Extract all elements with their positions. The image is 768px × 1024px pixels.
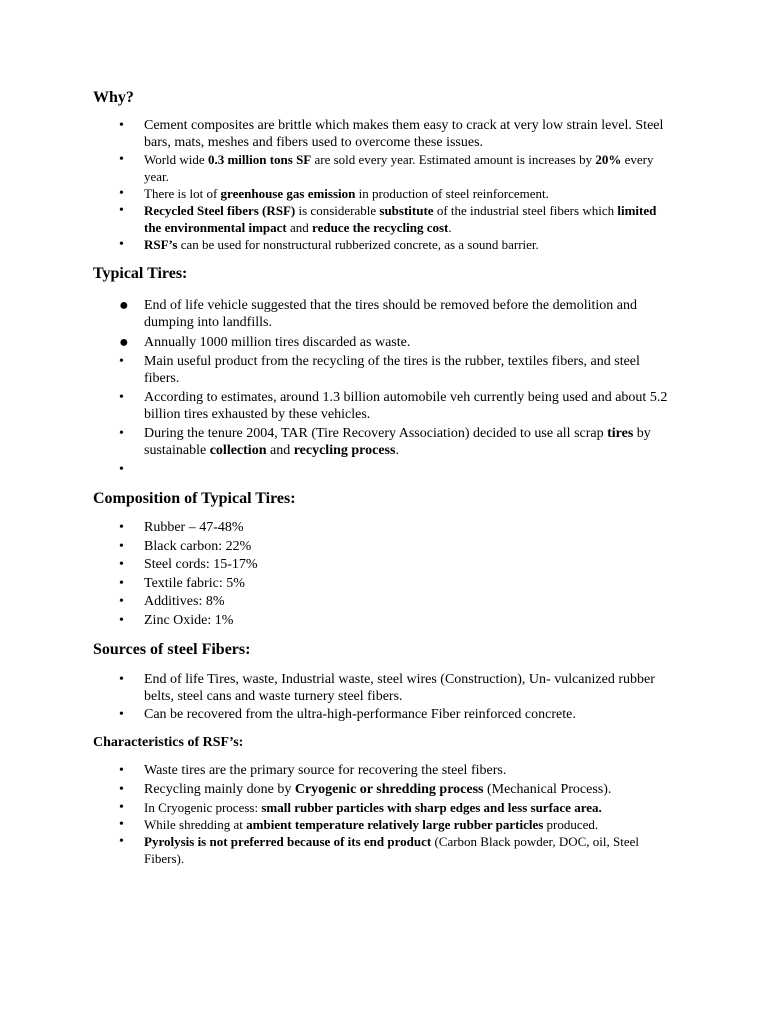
bold-run: substitute (379, 203, 434, 218)
bullet-icon: • (119, 762, 124, 778)
list-item-text (144, 118, 663, 150)
heading-composition: Composition of Typical Tires: (93, 490, 296, 507)
bullet-icon: • (119, 612, 124, 628)
list-item-text (144, 354, 640, 386)
bullet-icon: • (119, 538, 124, 554)
bullet-icon: • (119, 426, 124, 441)
list-item (93, 334, 668, 351)
list-item (93, 762, 668, 779)
bold-run: reduce the recycling cost (312, 220, 449, 235)
bullet-icon: • (119, 118, 124, 133)
text-run: . (448, 220, 452, 235)
text-run: Main useful product from the recycling of the tires is the rubber, textiles fibers, and steel fibers. (144, 354, 640, 386)
text-run: in production of steel reinforcement. (355, 186, 549, 201)
bold-run: Recycled Steel fibers (RSF) (144, 203, 296, 218)
bold-run: RSF’s (144, 237, 178, 252)
bold-run: Pyrolysis is not preferred because of its end product (144, 833, 432, 849)
bullet-icon: • (119, 799, 124, 815)
bullet-icon: • (119, 594, 124, 609)
text-run: End of life Tires, waste, Industrial waste, steel wires (Construction), Un- vulcanized rubber belts, steel cans and waste turnery steel fibers. (144, 671, 655, 704)
list-composition (93, 519, 668, 629)
list-item-text (144, 539, 251, 554)
list-item (93, 671, 668, 705)
bullet-icon: • (119, 706, 124, 722)
list-item-text (144, 462, 148, 477)
bold-run: ambient temperature relatively large rubber particles (246, 816, 544, 832)
list-characteristics (93, 762, 668, 867)
list-item (93, 519, 668, 536)
heading-why: Why? (93, 89, 134, 106)
bullet-icon: ● (119, 334, 129, 351)
list-item-text (144, 613, 233, 628)
bullet-icon: • (119, 186, 124, 201)
text-run: There is lot of (144, 186, 221, 201)
list-item (93, 389, 668, 423)
list-item (93, 185, 668, 202)
list-item (93, 151, 668, 185)
text-run: can be used for nonstructural rubberized concrete, as a sound barrier. (177, 237, 539, 252)
list-item-text (144, 817, 598, 832)
list-item-text (144, 298, 637, 330)
text-run: World wide (144, 152, 208, 167)
text-run: Steel cords: 15-17% (144, 557, 258, 572)
list-item (93, 297, 668, 331)
text-run: by sustainable (144, 426, 651, 458)
list-item (93, 117, 668, 151)
list-item-text (144, 834, 639, 866)
text-run: (Mechanical Process). (483, 781, 612, 797)
bold-run: collection (209, 443, 267, 458)
list-item-text (144, 594, 225, 609)
bullet-icon: ● (119, 297, 129, 314)
text-run: Textile fabric: 5% (144, 575, 245, 591)
list-item (93, 353, 668, 387)
bold-run: Cryogenic or shredding process (294, 781, 484, 797)
bold-run: greenhouse gas emission (220, 186, 356, 201)
bold-run: 0.3 million tons SF (207, 152, 312, 167)
list-item-text (144, 707, 576, 722)
bullet-icon: • (119, 781, 124, 797)
text-run: Recycling mainly done by (144, 781, 295, 797)
list-sources (93, 671, 668, 723)
text-run: Waste tires are the primary source for recovering the steel fibers. (144, 762, 507, 778)
text-run: Rubber – 47-48% (144, 520, 244, 535)
bullet-icon: • (119, 462, 124, 477)
list-item (93, 556, 668, 573)
list-typical-tires (93, 297, 668, 478)
text-run: . (395, 443, 399, 458)
text-run: According to estimates, around 1.3 billion automobile veh currently being used and about 5.2 billion tires exhausted by these vehicles. (144, 390, 668, 422)
list-item-text (144, 186, 549, 201)
text-run: of the industrial steel fibers which (433, 203, 618, 218)
bullet-icon: • (119, 671, 124, 687)
list-item-text (144, 426, 651, 458)
heading-sources: Sources of steel Fibers: (93, 640, 251, 658)
text-run: Cement composites are brittle which makes them easy to crack at very low strain level. Steel bars, mats, meshes and fibers used to overcome these issues. (144, 118, 664, 150)
text-run: are sold every year. Estimated amount is increases by (311, 152, 596, 167)
list-item (93, 706, 668, 723)
list-item (93, 202, 668, 236)
list-item-text (144, 800, 602, 815)
text-run: every year. (144, 152, 654, 184)
text-run: Zinc Oxide: 1% (144, 612, 234, 628)
text-run: is considerable (295, 203, 380, 218)
list-item (93, 781, 668, 798)
text-run: produced. (543, 816, 599, 832)
list-item (93, 425, 668, 459)
bold-run: 20% (595, 152, 622, 167)
list-why (93, 117, 668, 253)
heading-characteristics: Characteristics of RSF’s: (93, 734, 244, 750)
text-run: During the tenure 2004, TAR (Tire Recovery Association) decided to use all scrap (144, 426, 608, 441)
bold-run: tires (607, 426, 634, 441)
list-item (93, 538, 668, 555)
bold-run: recycling process (293, 443, 396, 458)
list-item-text (144, 520, 244, 535)
text-run: and (286, 220, 313, 235)
list-item-text (144, 763, 506, 778)
bullet-icon: • (119, 575, 124, 591)
list-item (93, 816, 668, 833)
text-run: and (266, 443, 294, 458)
list-item (93, 799, 668, 816)
heading-typical-tires: Typical Tires: (93, 265, 188, 282)
bold-run: limited the environmental impact (144, 203, 657, 235)
list-item-text (144, 203, 656, 235)
bold-run: small rubber particles with sharp edges and less surface area. (261, 799, 602, 815)
text-run: Additives: 8% (144, 594, 225, 609)
list-item (93, 612, 668, 629)
text-run: Annually 1000 million tires discarded as waste. (144, 335, 411, 350)
text-run: (Carbon Black powder, DOC, oil, Steel Fibers). (144, 833, 640, 866)
list-item (93, 461, 668, 478)
bullet-icon: • (119, 520, 124, 535)
list-item (93, 833, 668, 867)
list-item-text (144, 237, 539, 252)
text-run: In Cryogenic process: (144, 799, 262, 815)
bullet-icon: • (119, 557, 124, 572)
list-item-text (144, 672, 655, 704)
text-run: Black carbon: 22% (144, 538, 252, 554)
bullet-icon: • (119, 390, 124, 405)
list-item (93, 236, 668, 253)
bullet-icon: • (119, 816, 124, 832)
bullet-icon: • (119, 203, 124, 218)
text-run: End of life vehicle suggested that the tires should be removed before the demolition and dumping into landfills. (144, 298, 637, 330)
bullet-icon: • (119, 833, 124, 849)
list-item (93, 575, 668, 592)
list-item-text (144, 782, 611, 797)
list-item-text (144, 152, 653, 184)
list-item-text (144, 557, 258, 572)
list-item-text (144, 335, 410, 350)
bullet-icon: • (119, 354, 124, 369)
bullet-icon: • (119, 152, 124, 167)
bullet-icon: • (119, 237, 124, 252)
list-item-text (144, 390, 667, 422)
list-item-text (144, 576, 245, 591)
list-item (93, 593, 668, 610)
text-run: While shredding at (144, 816, 247, 832)
text-run: Can be recovered from the ultra-high-performance Fiber reinforced concrete. (144, 706, 576, 722)
